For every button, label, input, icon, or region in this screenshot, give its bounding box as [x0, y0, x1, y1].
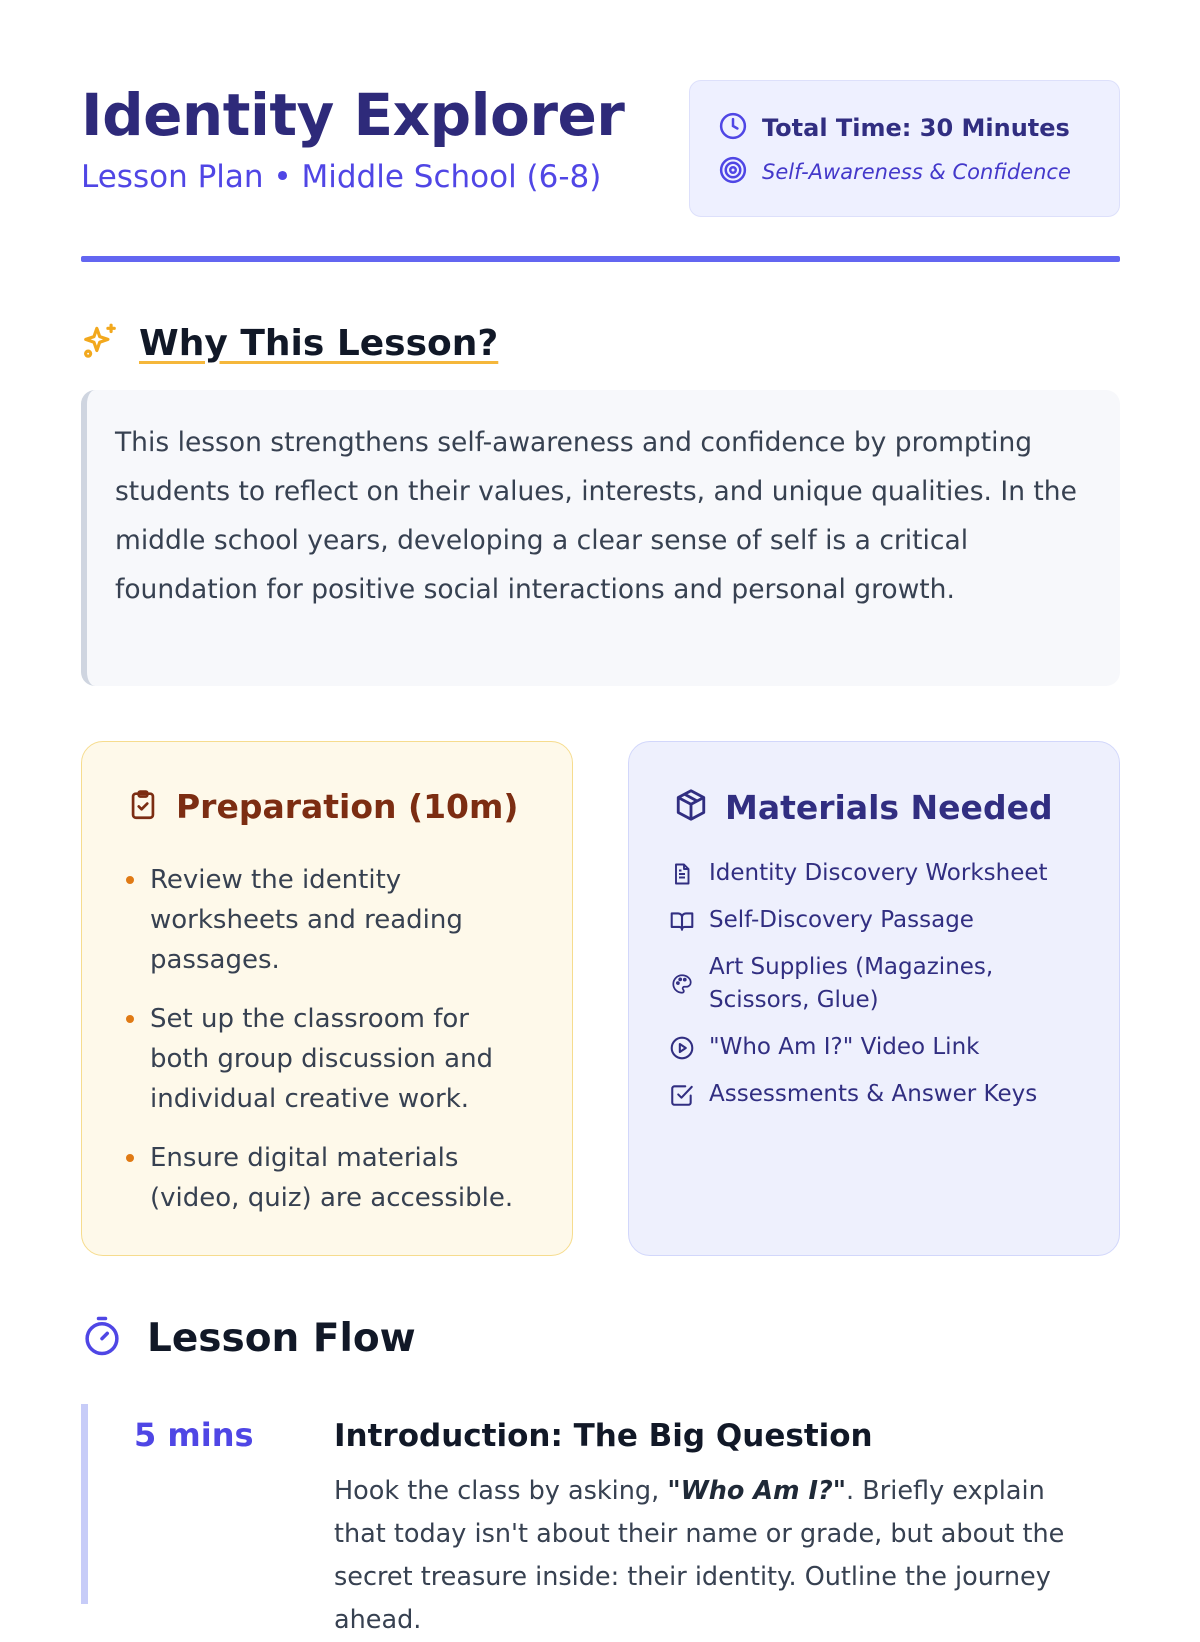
focus-row — [718, 155, 1071, 189]
flow-desc-part: . Briefly explain that today isn't about their name or grade, but about the secret treasure inside: their identity. Outline the journey ahead. — [334, 1476, 1065, 1635]
materials-list — [669, 857, 1099, 1125]
flow-desc-part: Hook the class by asking, — [334, 1476, 668, 1506]
stopwatch-icon — [81, 1315, 123, 1361]
list-item — [669, 951, 1099, 1017]
play-circle-icon — [669, 1035, 695, 1061]
list-item — [669, 1078, 1099, 1111]
material-label: Assessments & Answer Keys — [709, 1081, 1038, 1107]
materials-card — [628, 741, 1120, 1256]
flow-step-duration: 5 mins — [134, 1416, 254, 1454]
preparation-card — [81, 741, 573, 1256]
bullet-dot — [126, 876, 134, 884]
header-divider — [81, 256, 1120, 262]
sparkles-icon — [81, 322, 119, 364]
page-title: Identity Explorer — [81, 81, 625, 149]
why-callout — [81, 390, 1120, 686]
flow-step-description — [334, 1470, 1104, 1642]
list-item — [126, 999, 536, 1119]
flow-section-header — [81, 1310, 416, 1366]
preparation-item-text: Ensure digital materials (video, quiz) are accessible. — [150, 1143, 514, 1213]
material-label: Art Supplies (Magazines, Scissors, Glue) — [709, 954, 994, 1013]
list-item — [669, 1031, 1099, 1064]
preparation-header — [126, 787, 519, 826]
package-icon — [673, 787, 709, 827]
flow-desc-quote: "Who Am I?" — [667, 1476, 847, 1506]
material-label: Identity Discovery Worksheet — [709, 860, 1048, 886]
lesson-info-box — [689, 80, 1120, 217]
material-label: "Who Am I?" Video Link — [709, 1034, 980, 1060]
materials-heading: Materials Needed — [725, 787, 1053, 827]
palette-icon — [669, 973, 695, 995]
bullet-dot — [126, 1154, 134, 1162]
why-section-header — [81, 318, 498, 368]
preparation-item-text: Review the identity worksheets and reading passages. — [150, 865, 463, 975]
clipboard-check-icon — [126, 788, 160, 826]
clock-icon — [718, 111, 748, 145]
focus-text: Self-Awareness & Confidence — [762, 160, 1071, 184]
list-item — [669, 904, 1099, 937]
total-time-row — [718, 111, 1070, 145]
why-heading: Why This Lesson? — [139, 322, 499, 364]
flow-step — [81, 1404, 1120, 1635]
preparation-heading: Preparation (10m) — [176, 787, 519, 826]
target-icon — [718, 155, 748, 189]
lesson-header — [81, 80, 1120, 220]
why-body: This lesson strengthens self-awareness and confidence by prompting students to reflect on their values, interests, and unique qualities. In the middle school years, developing a clear sense of self is a critical foundation for positive social interactions and personal growth. — [115, 427, 1077, 605]
preparation-list — [126, 860, 536, 1237]
page-subtitle: Lesson Plan • Middle School (6-8) — [81, 159, 602, 195]
bullet-dot — [126, 1015, 134, 1023]
total-time-text: Total Time: 30 Minutes — [762, 114, 1070, 142]
list-item — [126, 860, 536, 980]
preparation-item-text: Set up the classroom for both group discussion and individual creative work. — [150, 1004, 494, 1114]
list-item — [126, 1138, 536, 1218]
flow-step-title: Introduction: The Big Question — [334, 1418, 873, 1454]
materials-header — [673, 787, 1053, 827]
material-label: Self-Discovery Passage — [709, 907, 974, 933]
document-icon — [669, 862, 695, 886]
list-item — [669, 857, 1099, 890]
flow-heading: Lesson Flow — [147, 1315, 416, 1361]
book-icon — [669, 908, 695, 934]
checkbox-icon — [669, 1082, 695, 1108]
